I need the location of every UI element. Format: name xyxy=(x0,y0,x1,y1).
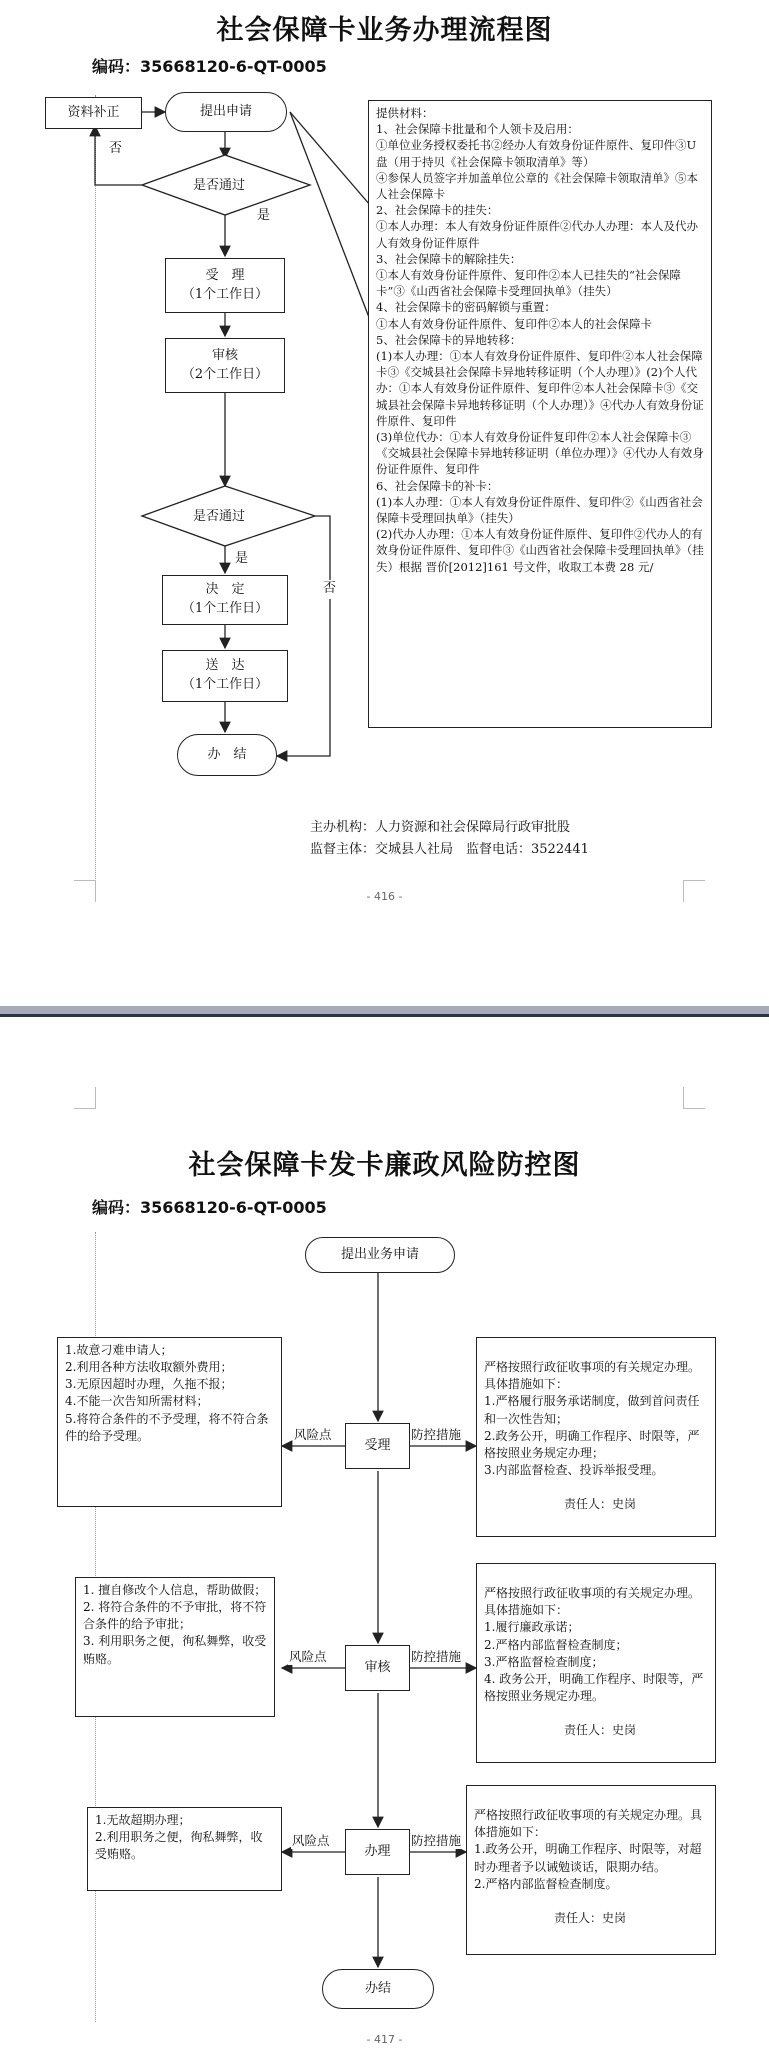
step3-control-label: 防控措施 xyxy=(411,1833,462,1848)
step3-risks: 1.无故超期办理； 2.利用职务之便，徇私舞弊，收受贿赂。 xyxy=(87,1807,282,1891)
start-box xyxy=(305,1237,455,1273)
decide-box: 决 定 （1个工作日） xyxy=(162,575,288,625)
accept-box: 受 理 （1个工作日） xyxy=(165,258,285,313)
start-label: 提出业务申请 xyxy=(340,1246,419,1262)
page1-org: 主办机构：人力资源和社会保障局行政审批股 xyxy=(310,820,571,835)
step1-risk-label: 风险点 xyxy=(294,1427,332,1442)
step1-control-label: 防控措施 xyxy=(411,1427,462,1442)
page2-code: 编码：35668120-6-QT-0005 xyxy=(92,1198,327,1217)
page-separator xyxy=(0,1006,769,1014)
yes2-label: 是 xyxy=(235,551,249,566)
yes1-label: 是 xyxy=(257,208,271,223)
no2-label: 否 xyxy=(323,580,336,599)
no1-label: 否 xyxy=(109,141,123,156)
supplement-box xyxy=(45,97,142,129)
step1-measures xyxy=(476,1337,716,1537)
step2-risks: 1. 擅自修改个人信息，帮助做假； 2. 将符合条件的不予审批，将不符合条件的给予审批； 3. 利用职务之便，徇私舞弊，收受贿赂。 xyxy=(75,1577,275,1717)
step3-box xyxy=(345,1829,410,1875)
end-label: 办结 xyxy=(364,1980,391,1996)
deliver-box: 送 达 （1个工作日） xyxy=(162,650,288,702)
finish-box xyxy=(177,734,277,776)
materials-panel: 提供材料： 1、社会保障卡批量和个人领卡及启用： ①单位业务授权委托书②经办人有效身份证件原件、复印件③U 盘（用于持贝《社会保障卡领取清单》等） ④参保人员签字并加盖单位公章的《社会保障卡领取清单》⑤本人社会保障卡 2、社会保障卡的挂失： ①本人办理：本人有效身份证件原件②代办人办理：本人及代办人有效身份证件原件 3、社会保障卡的解除挂失： ①本人有效身份证件原件、复印件②本人已挂失的“社会保障卡”③《山西省社会保障卡受理回执单》（挂失） 4、社会保障卡的密码解锁与重置： ①本人有效身份证件原件、复印件②本人的社会保障卡 5、社会保障卡的异地转移： (1)本人办理：①本人有效身份证件原件、复印件②本人社会保障卡③《交城县社会保障卡异地转移证明（个人办理）》(2)个人代办：①本人有效身份证件原件、复印件②本人社会保障卡③《交城县社会保障卡异地转移证明（个人办理）》④代办人有效身份证件原件、复印件 (3)单位代办：①本人有效身份证件复印件②本人社会保障卡③《交城县社会保障卡异地转移证明（单位办理）》④代办人有效身份证件原件、复印件 6、社会保障卡的补卡： (1)本人办理：①本人有效身份证件原件、复印件②《山西省社会保障卡受理回执单》（挂失） (2)代办人办理：①本人有效身份证件原件、复印件②代办人的有效身份证件原件、复印件③《山西省社会保障卡受理回执单》（挂失）根据 晋价[2012]161 号文件，收取工本费 28 元/ xyxy=(368,100,712,728)
page2-title: 社会保障卡发卡廉政风险防控图 xyxy=(188,1150,581,1181)
check2-label: 是否通过 xyxy=(193,509,246,524)
step1-risks: 1.故意刁难申请人； 2.利用各种方法收取额外费用； 3.无原因超时办理，久拖不报； 4.不能一次告知所需材料； 5.将符合条件的不予受理，将不符合条件的给予受理。 xyxy=(57,1337,282,1507)
finish-label: 办 结 xyxy=(207,746,247,762)
step3-label: 办理 xyxy=(364,1843,391,1859)
step1-box xyxy=(345,1423,410,1469)
page1-supervisor: 监督主体：交城县人社局 监督电话：3522441 xyxy=(310,842,589,857)
page2-number: - 417 - xyxy=(366,2033,403,2046)
step3-measures xyxy=(466,1785,716,1955)
step1-measures-text: 严格按照行政征收事项的有关规定办理。具体措施如下： 1.严格履行服务承诺制度，做到首问责任和一次性告知； 2.政务公开，明确工作程序、时限等，严格按照业务规定办理； 3.内部监督检查、投诉举报受理。 xyxy=(484,1360,701,1478)
review-box: 审核 （2个工作日） xyxy=(165,338,285,393)
page1-code: 编码：35668120-6-QT-0005 xyxy=(92,57,327,76)
end-box xyxy=(322,1969,434,2009)
step3-measures-text: 严格按照行政征收事项的有关规定办理。具体措施如下： 1.政务公开，明确工作程序、时限等，对超时办理者予以诫勉谈话，限期办结。 2.严格内部监督检查制度。 xyxy=(474,1808,703,1891)
submit-label: 提出申请 xyxy=(199,103,252,119)
page1-title: 社会保障卡业务办理流程图 xyxy=(216,15,553,46)
page1-number: - 416 - xyxy=(366,890,403,903)
page-417 xyxy=(0,1017,769,2056)
supplement-label: 资料补正 xyxy=(67,104,120,120)
page-416 xyxy=(0,0,769,1006)
step3-risk-label: 风险点 xyxy=(292,1833,330,1848)
step2-risk-label: 风险点 xyxy=(289,1649,327,1664)
step1-label: 受理 xyxy=(364,1437,391,1453)
step2-label: 审核 xyxy=(364,1659,391,1675)
step2-owner: 责任人：史岗 xyxy=(564,1723,637,1738)
step2-box xyxy=(345,1645,410,1691)
submit-box xyxy=(165,92,287,132)
step2-control-label: 防控措施 xyxy=(411,1649,462,1664)
step2-measures-text: 严格按照行政征收事项的有关规定办理。具体措施如下： 1.履行廉政承诺； 2.严格内部监督检查制度； 3.严格监督检查制度； 4. 政务公开，明确工作程序、时限等，严格按照业务规定办理。 xyxy=(484,1586,704,1704)
step1-owner: 责任人：史岗 xyxy=(564,1497,637,1512)
step2-measures xyxy=(476,1563,716,1763)
step3-owner: 责任人：史岗 xyxy=(554,1911,627,1926)
check1-label: 是否通过 xyxy=(193,178,246,193)
